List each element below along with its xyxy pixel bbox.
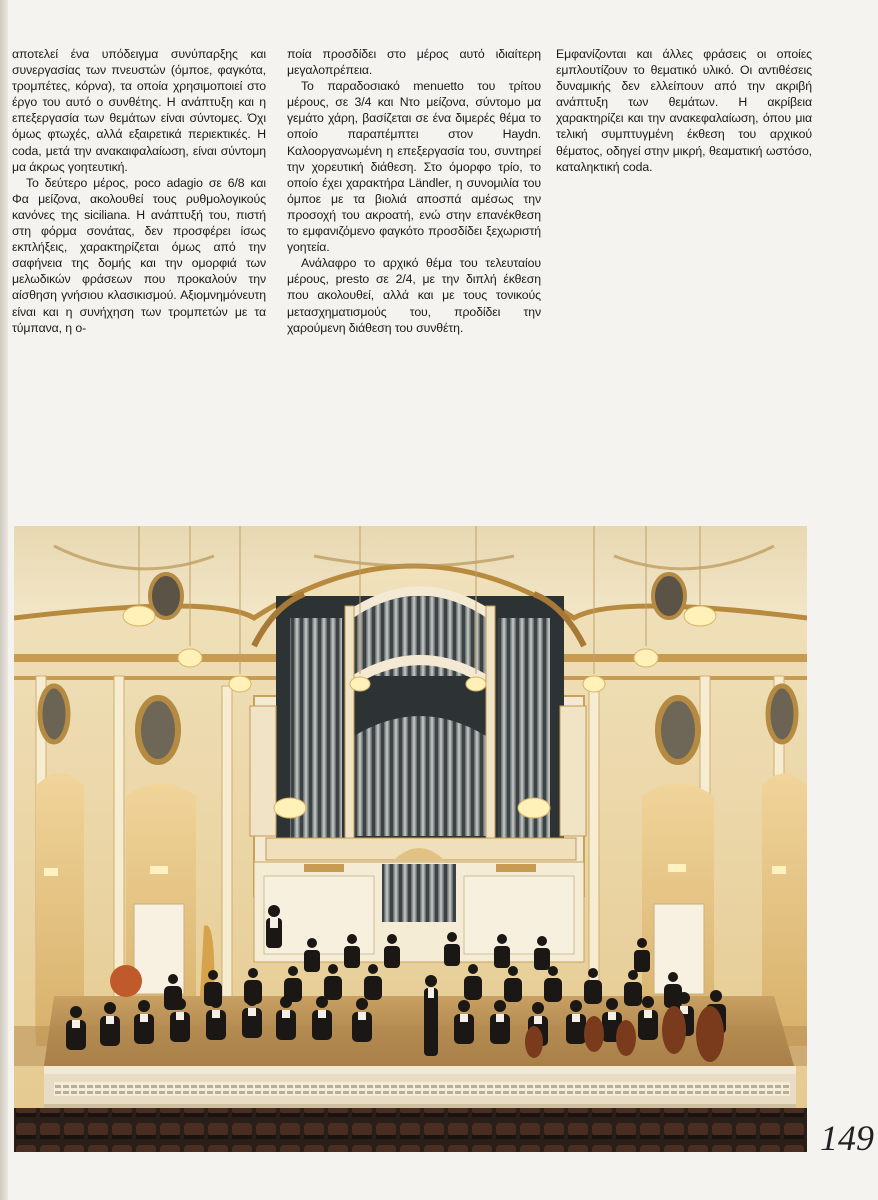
concert-hall-photo	[14, 526, 807, 1152]
text-column-2	[287, 46, 541, 336]
page-binding-edge	[0, 0, 8, 1200]
paragraph: Ανάλαφρο το αρχικό θέμα του τελευταίου μέρους, presto σε 2/4, με την διπλή έκθεση που ακολουθεί, αλλά και με τους τονικούς μετασχηματισμούς του, προδίδει την χαρούμενη διάθεση του συνθέτη.	[287, 256, 541, 335]
page-number: 149	[820, 1118, 874, 1158]
paragraph: Εμφανίζονται και άλλες φράσεις οι οποίες εμπλουτίζουν το θεματικό υλικό. Οι αντιθέσεις δυναμικής δεν ελλείπουν από την ακριβή ανάπτυξη των θεμάτων. Η ακρίβεια χαρακτηρίζει και την ανακεφαλαίωση, όπου μια τελική συμπτυγμένη έκθεση του αρχικού θέματος, οδηγεί στην μικρή, θεαματική ωστόσο, καταληκτική coda.	[556, 47, 812, 174]
paragraph: αποτελεί ένα υπόδειγμα συνύπαρξης και συνεργασίας των πνευστών (όμποε, φαγκότα, τρομπέτες, κόρνα), τα οποία χρησιμοποιεί στο έργο του αυτό ο συνθέτης. Η ανάπτυξη και η επεξεργασία των θεμάτων είναι σύντομες. Όχι όμως φτωχές, αλλά εξαιρετικά περιεκτικές. Η coda, μετά την ανακαιφαλαίωση, είναι σύντομη μα άκρως γοητευτική.	[12, 47, 266, 174]
paragraph: Το δεύτερο μέρος, poco adagio σε 6/8 και Φα μείζονα, ακολουθεί τους ρυθμολογικούς κανόνες της siciliana. Η ανάπτυξή του, πιστή στη φόρμα σονάτας, δεν προσφέρει ίσως εκπλήξεις, χαρακτηρίζεται όμως από την σαφήνεια της δομής και την ομορφιά των μελωδικών φράσεων που προκαλούν την αίσθηση γνήσιου κλασικισμού. Αξιομνημόνευτη είναι και η συνήχηση των τρομπετών με τα τύμπανα, η ο-	[12, 175, 266, 335]
paragraph: Το παραδοσιακό menuetto του τρίτου μέρους, σε 3/4 και Ντο μείζονα, σύντομο μα γεμάτο χάρη, βασίζεται σε ένα διμερές θέμα το οποίο παραπέμπτει στον Haydn. Καλοοργανωμένη η επεξεργασία του, συντηρεί την χορευτική διάθεση. Στο όμορφο τρίο, το οποίο έχει χαρακτήρα Ländler, η συνομιλία του όμποε με τα βιολιά αποσπά αμέσως την προσοχή του ακροατή, ενώ στην επανέκθεση το εμφανιζόμενο φαγκότο προσδίδει ξεχωριστή γοητεία.	[287, 79, 541, 255]
text-column-3	[556, 46, 812, 175]
text-column-1	[12, 46, 266, 336]
paragraph: ποία προσδίδει στο μέρος αυτό ιδιαίτερη μεγαλοπρέπεια.	[287, 47, 541, 78]
